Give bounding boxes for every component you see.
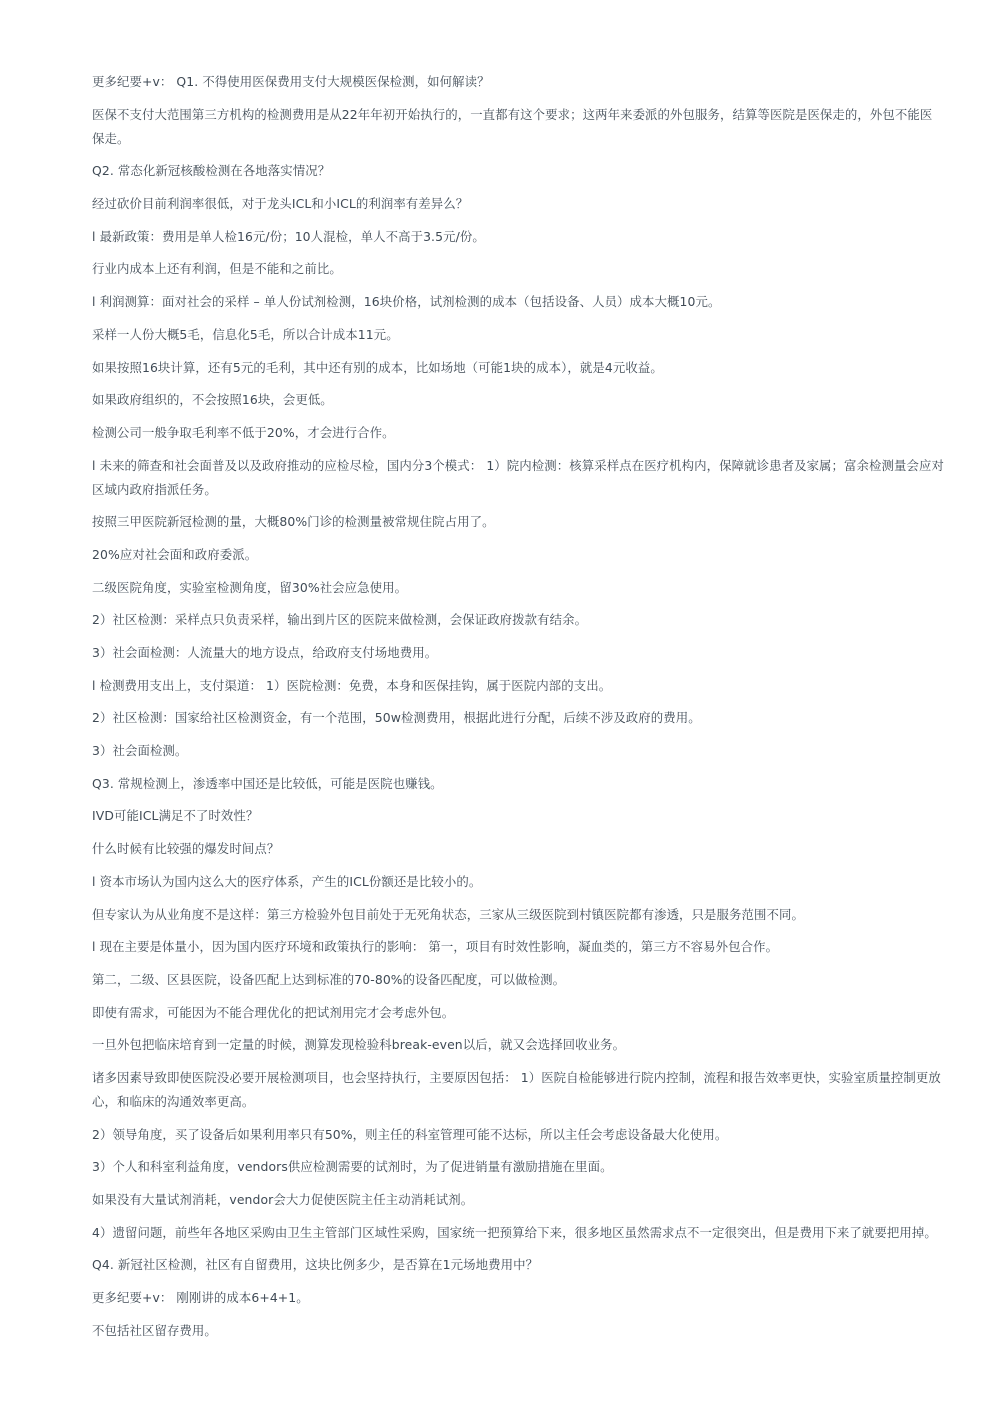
paragraph: 即使有需求，可能因为不能合理优化的把试剂用完才会考虑外包。 bbox=[92, 1004, 455, 1020]
paragraph: 20%应对社会面和政府委派。 bbox=[92, 546, 258, 562]
paragraph: 如果按照16块计算，还有5元的毛利，其中还有别的成本，比如场地（可能1块的成本），就是4元收益。 bbox=[92, 359, 663, 375]
paragraph: 3）社会面检测：人流量大的地方设点，给政府支付场地费用。 bbox=[92, 645, 438, 660]
paragraph: l 最新政策：费用是单人检16元/份；10人混检，单人不高于3.5元/份。 bbox=[92, 228, 485, 244]
paragraph: 更多纪要+v： Q1. 不得使用医保费用支付大规模医保检测，如何解读？ bbox=[92, 74, 490, 89]
paragraph: 更多纪要+v： 刚刚讲的成本6+4+1。 bbox=[92, 1290, 309, 1306]
paragraph: l 利润测算：面对社会的采样 – 单人份试剂检测，16块价格，试剂检测的成本（包括设备、人员）成本大概10元。 bbox=[92, 294, 721, 310]
paragraph: Q4. 新冠社区检测，社区有自留费用，这块比例多少，是否算在1元场地费用中？ bbox=[92, 1257, 539, 1273]
paragraph: 医保不支付大范围第三方机构的检测费用是从22年年初开始执行的，一直都有这个要求；这两年来委派的外包服务，结算等医院是医保走的，外包不能医保走。 bbox=[92, 106, 933, 146]
paragraph: 2）社区检测：国家给社区检测资金，有一个范围，50w检测费用，根据此进行分配，后续不涉及政府的费用。 bbox=[92, 710, 701, 726]
paragraph: 诸多因素导致即使医院没必要开展检测项目，也会坚持执行，主要原因包括： 1）医院自检能够进行院内控制，流程和报告效率更快，实验室质量控制更放心，和临床的沟通效率更高。 bbox=[92, 1069, 941, 1109]
paragraph: Q3. 常规检测上，渗透率中国还是比较低，可能是医院也赚钱。 bbox=[92, 775, 443, 791]
paragraph: l 现在主要是体量小，因为国内医疗环境和政策执行的影响： 第一，项目有时效性影响，凝血类的，第三方不容易外包合作。 bbox=[92, 939, 779, 955]
paragraph: l 未来的筛查和社会面普及以及政府推动的应检尽检，国内分3个模式： 1）院内检测：核算采样点在医疗机构内，保障就诊患者及家属；富余检测量会应对区域内政府指派任务。 bbox=[92, 457, 944, 497]
paragraph: 第二，二级、区县医院，设备匹配上达到标准的70-80%的设备匹配度，可以做检测。 bbox=[92, 971, 566, 987]
paragraph: 经过砍价目前利润率很低，对于龙头ICL和小ICL的利润率有差异么？ bbox=[92, 196, 469, 212]
paragraph: 一旦外包把临床培育到一定量的时候，测算发现检验科break-even以后，就又会选择回收业务。 bbox=[92, 1037, 626, 1053]
paragraph: l 资本市场认为国内这么大的医疗体系，产生的ICL份额还是比较小的。 bbox=[92, 873, 482, 889]
paragraph: 如果没有大量试剂消耗，vendor会大力促使医院主任主动消耗试剂。 bbox=[92, 1192, 474, 1207]
paragraph: IVD可能ICL满足不了时效性？ bbox=[92, 808, 259, 824]
paragraph: 但专家认为从业角度不是这样：第三方检验外包目前处于无死角状态，三家从三级医院到村镇医院都有渗透，只是服务范围不同。 bbox=[92, 906, 804, 922]
paragraph: Q2. 常态化新冠核酸检测在各地落实情况？ bbox=[92, 163, 331, 179]
paragraph: l 检测费用支出上，支付渠道： 1）医院检测：免费，本身和医保挂钩，属于医院内部的支出。 bbox=[92, 677, 612, 693]
paragraph: 采样一人份大概5毛，信息化5毛，所以合计成本11元。 bbox=[92, 326, 399, 342]
paragraph: 如果政府组织的，不会按照16块，会更低。 bbox=[92, 392, 333, 408]
paragraph: 2）领导角度，买了设备后如果利用率只有50%，则主任的科室管理可能不达标，所以主任会考虑设备最大化使用。 bbox=[92, 1126, 728, 1142]
paragraph: 4）遗留问题，前些年各地区采购由卫生主管部门区域性采购，国家统一把预算给下来，很多地区虽然需求点不一定很突出，但是费用下来了就要把用掉。 bbox=[92, 1224, 937, 1240]
paragraph: 行业内成本上还有利润，但是不能和之前比。 bbox=[92, 261, 342, 277]
paragraph: 2）社区检测：采样点只负责采样，输出到片区的医院来做检测，会保证政府拨款有结余。 bbox=[92, 612, 588, 628]
paragraph: 不包括社区留存费用。 bbox=[92, 1322, 217, 1338]
paragraph: 二级医院角度，实验室检测角度，留30%社会应急使用。 bbox=[92, 579, 408, 595]
paragraph: 什么时候有比较强的爆发时间点？ bbox=[92, 841, 280, 857]
paragraph: 检测公司一般争取毛利率不低于20%，才会进行合作。 bbox=[92, 424, 395, 440]
paragraph: 按照三甲医院新冠检测的量，大概80%门诊的检测量被常规住院占用了。 bbox=[92, 514, 495, 530]
paragraph: 3）社会面检测。 bbox=[92, 743, 188, 759]
paragraph: 3）个人和科室利益角度，vendors供应检测需要的试剂时，为了促进销量有激励措施在里面。 bbox=[92, 1159, 613, 1175]
document-body bbox=[92, 70, 944, 1351]
